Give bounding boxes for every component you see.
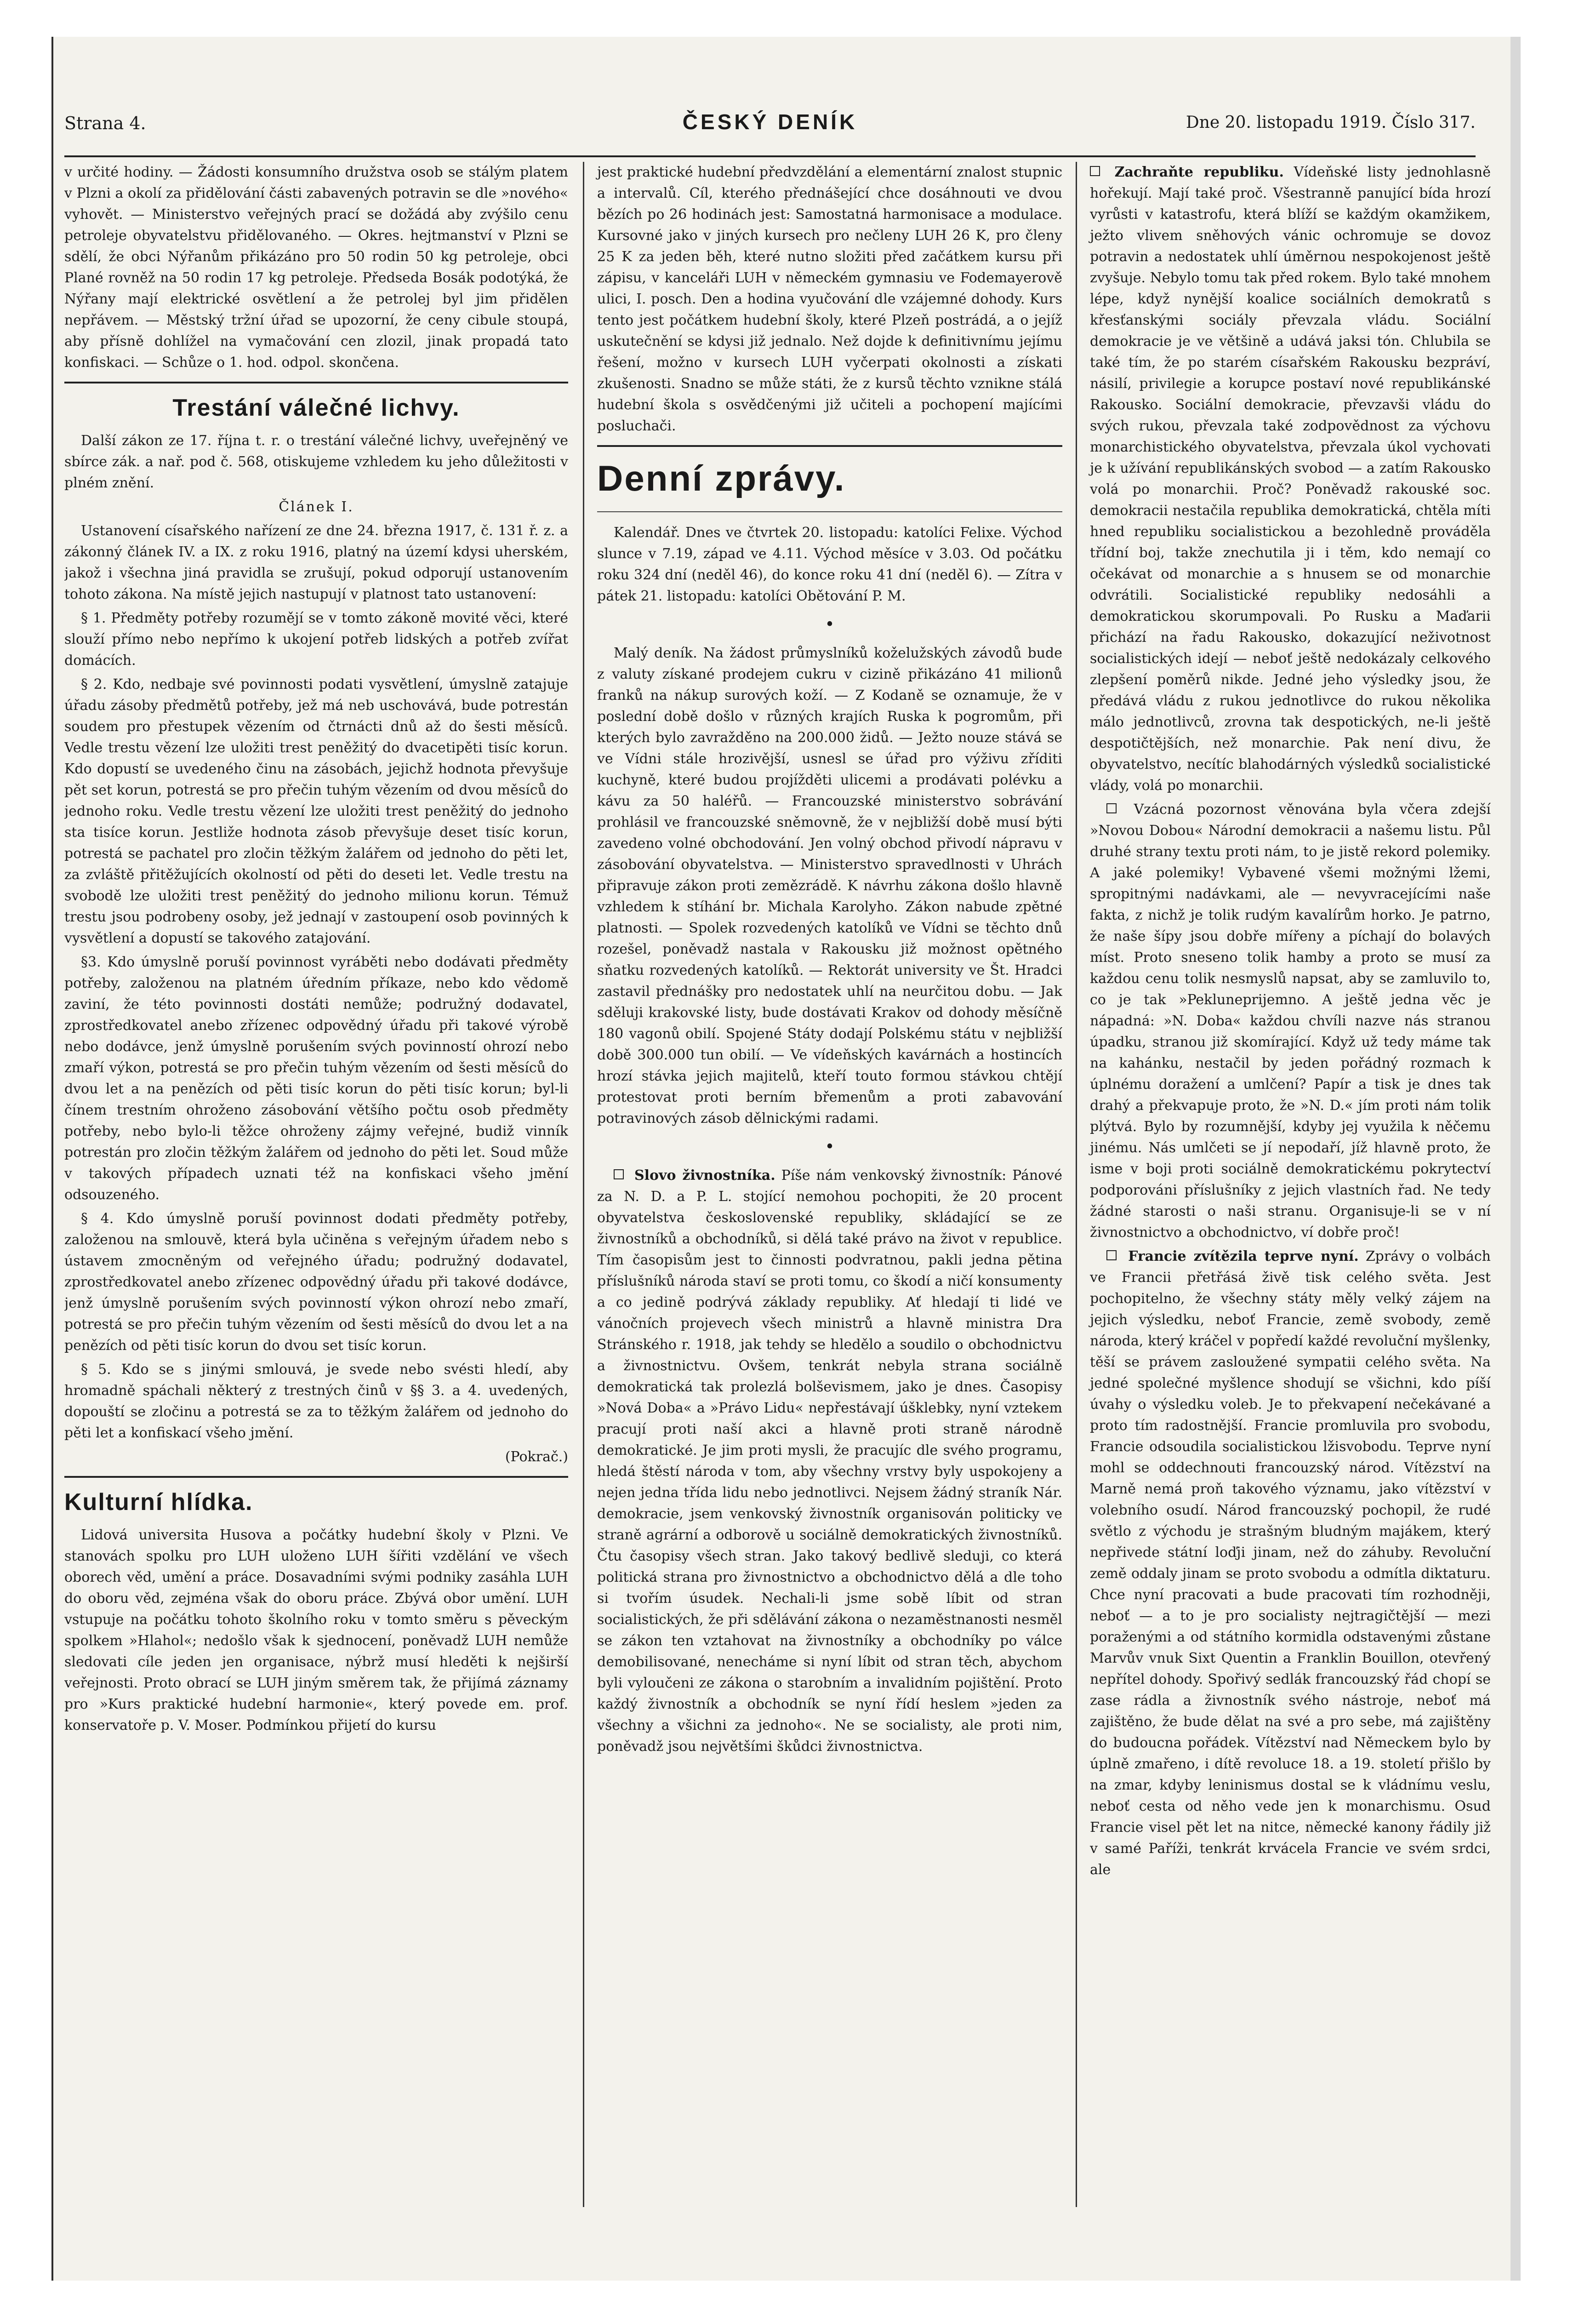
separator-star: • (825, 615, 835, 634)
square-bullet-icon (1090, 166, 1100, 176)
law-section-2: § 2. Kdo, nedbaje své povinnosti podati vysvětlení, úmyslně zatajuje úřadu zásoby předmětů potřeby, jež má neb uschovává, bude potrestán soudem pro přestupek vězením od čtrnácti dnů až do šesti měsíců. Vedle trestu vězení lze uložiti trest peněžitý do dvacetipěti tisíc korun. Kdo dopustí se uvedeného činu na zásobách, jejichž hodnota převyšuje pět set korun, potrestá se pro přečin tuhým vězením od dvou měsíců do jednoho roku. Vedle trestu vězení lze uložiti trest peněžitý do jednoho sta tisíce korun. Jestliže hodnota zásob převyšuje deset tisíc korun, potrestá se pachatel pro zločin těžkým žalářem od jednoho do pěti let, za zvláště přitěžujících okolností od pěti do deseti let. Vedle trestu na svobodě lze uložiti trest peněžitý do jednoho milionu korun. Témuž trestu jsou podrobeny osoby, jež jednají v zastoupení osob povinných k vysvětlení a dopustí se takového zatajování. (64, 676, 568, 946)
france-title: Francie zvítězila teprve nyní. (1128, 1248, 1359, 1264)
law-section-title: Trestání válečné lichvy. (172, 395, 460, 421)
tradesman-article (597, 1165, 1062, 1757)
square-bullet-icon (614, 1169, 624, 1179)
republic-article (1090, 162, 1491, 796)
law-section-3: §3. Kdo úmyslně poruší povinnost vyráběti nebo dodávati předměty potřeby, založenou na platném úředním příkaze, nebo kdo vědomě zaviní, že této povinnosti dostáti nemůže; podružný dodavatel, zprostředkovatel anebo zřízenec odpovědný úřadu při takové výrobě nebo dodávce, jenž úmyslně porušením svých povinností ohrozí nebo zmaří výkon, potrestá se pro přečin tuhým vězením od šesti měsíců do dvou let a na penězích od pěti tisíc korun do pěti tisíc korun; byl-li čínem trestním ohroženo zásobování většího počtu osob předměty potřeby, nebo bylo-li těžce ohroženy zájmy veřejné, budiž vinník potrestán pro zločin těžkým žalářem od jednoho do pěti let. Soud může v takových případech uznati též na konfiskaci všeho jmění odsouzeného. (64, 954, 568, 1203)
small-diary-item: Malý deník. Na žádost průmyslníků koželužských závodů bude z valuty získané prodejem cukru v cizině přikázáno 41 milionů franků na nákup surových koží. — Z Kodaně se oznamuje, že v poslední době došlo v různých krajích Ruska k pogromům, při kterých bylo zavražděno na 200.000 židů. — Ježto nouze stává se ve Vídni stále hrozivější, usnesl se úřad pro výživu zříditi kuchyně, které budou projížděti ulicemi a prodávati polévku a kávu za 50 haléřů. — Francouzské ministerstvo sobrávání prohlásil ve francouzské sněmovně, že v nejbližší době musí býti zavedeno volné obchodování. Jen volný obchod přivodí nápravu v zásobování obyvatelstva. — Ministerstvo spravedlnosti v Uhrách připravuje zákon proti zemězrádě. K návrhu zákona došlo hlavně vzhledem k stíhání br. Michala Karolyho. Zákon nabude zpětné platnosti. — Spolek rozvedených katolíků ve Vídni se těchto dnů rozešel, poněvadž nastala v Rakousku již možnost opětného sňatku rozvedených katolíků. — Rektorát university ve Št. Hradci zastavil přednášky pro nedostatek uhlí na neurčitou dobu. — Jak sděluji krakovské listy, bude dostávati Krakov od dohody měsíčně 180 vagonů obilí. Spojené Státy dodají Polskému státu v nejbližší době 300.000 tun obilí. — Ve vídeňských kavárnách a hostincích hrozí stávka jejich majitelů, kteří touto formou stávkou chtějí protestovat proti berním břemenům a proti zabavování potravinových zásob dělnickými radami. (597, 645, 1062, 1127)
continuation-note: (Pokrač.) (505, 1449, 568, 1465)
page-header (64, 77, 1476, 157)
daily-news-title: Denní zprávy. (597, 458, 846, 498)
law-section-5: § 5. Kdo se s jinými smlouvá, je svede nebo svésti hledí, aby hromadně spáchali některý z trestných činů v §§ 3. a 4. uvedených, dopouští se zločinu a potrestá se za to těžkým žalářem od jednoho do pěti let a konfiskací všeho jmění. (64, 1361, 568, 1441)
republic-text: Vídeňské listy jednohlasně hořekují. Mají také proč. Všestranně panující bída hrozí vyrůsti v katastrofu, která blíží se každým okamžikem, ježto vlivem sněhových vánic ochromuje se dovoz potravin a nedostatek uhlí úměrnou nespokojenost ještě zvyšuje. Nebylo tomu tak před rokem. Bylo také mnohem lépe, když nynější koalice sociálních demokratů s křesťanskými sociály převzala vládu. Sociální demokracie je ve většině a udává jaksi tón. Chlubila se také tím, že po starém císařském Rakousku bezpráví, násilí, privilegie a korupce postaví nové republikánské Rakousko. Sociální demokracie, převzavši vládu do svých rukou, převzala také zodpovědnost za výchovu monarchistického obyvatelstva, převzala úkol vychovati je k užívání republikánských svobod — a zatím Rakousko volá po monarchii. Proč? Poněvadž rakouské soc. demokracii nestačila republika demokratická, chtěla míti hned republiku socialistickou a bezohledně prováděla třídní boj, takže znechutila ji i těm, kdo nemají co očekávat od monarchie a s hnusem se od monarchie odvrátili. Socialistické republiky nedosáhli a demokratickou skorumpovali. Po Rusku a Maďarii přichází na řadu Rakousko, dokazující neživotnost socialistických idejí — neboť ještě nedokázaly celkového zlepšení poměrů nikde. Jedné jeho výsledky jsou, že předává vládu z rukou jednotlivce do rukou několika málo jednotlivců, zrovna tak despotických, ne-li ještě despotičtějších, než monarchie. Pak není divu, že obyvatelstvo, necítíc blahodárných výsledků socialistické vlády, volá po monarchii. (1090, 164, 1491, 794)
france-article (1090, 1246, 1491, 1881)
tradesman-title: Slovo živnostníka. (634, 1167, 775, 1184)
separator-star: • (825, 1138, 835, 1156)
article-heading: Článek I. (279, 499, 354, 515)
divider (597, 445, 1062, 447)
divider (64, 382, 568, 383)
attention-text: Vzácná pozornost věnována byla včera zdejší »Novou Dobou« Národní demokracii a našemu listu. Půl druhé strany textu proti nám, to je jistě rekord polemiky. A jaké polemiky! Vybavené všemi možnými lžemi, spropitnými nadávkami, ale — nevyvracejícími naše fakta, z nichž je tolik rudým kavalírům horko. Je patrno, že naše šípy jsou dobře mířeny a píchají do bolavých míst. Proto sneseno tolik hamby a proto se musí za každou cenu tolik nesmyslů napsat, aby se zamluvilo to, co je tak »Pekluneprijemno. A ještě jedna věc je nápadná: »N. Doba« každou chvíli nazve nás stranou úpadku, stranou již skomírající. Když už tedy máme tak na kahánku, nestačil by jeden pořádný rozmach k úplnému doražení a umlčení? Papír a tisk je dnes tak drahý a překvapuje proto, že »N. D.« jím proti nám tolik plýtvá. Bylo by rozumnější, kdyby jej využila k něčemu jinému. Nás umlčeti se jí nepodaří, jíž hlavně proto, že isme v boji proti sociálně demokratickému pokrytectví podporováni příslušníky z jejich vlastních řad. Ne tedy žádné starosti o naši stranu. Organisuje-li se v ní živnostnictvo a obchodnictvo, ví dobře proč! (1090, 801, 1491, 1241)
meeting-report-end: v určité hodiny. — Žádosti konsumního družstva osob se stálým platem v Plzni a okolí za přidělování části zabavených potravin se dle »nového« vyhovět. — Ministerstvo veřejných prací se dožádá aby zvýšilo cenu petroleje obyvatelstvu přidělovaného. — Okres. hejtmanství v Plzni se sdělí, že obci Nýřanům přikázáno pro 50 rodin 50 kg petroleje, obci Plané rovněž na 50 rodin 17 kg petroleje. Předseda Bosák podotýká, že Nýřany mají elektrické osvětlení a že petrolej byl jim přidělen nepřávem. — Městský tržní úřad se upozorní, že ceny cibule stoupá, aby přísně dohlížel na vymačování cen zlozil, jinak propadá tato konfiskaci. — Schůze o 1. hod. odpol. skončena. (64, 164, 568, 371)
culture-article: Lidová universita Husova a počátky hudební školy v Plzni. Ve stanovách spolku pro LUH uloženo LUH šířiti vzdělání ve všech oborech věd, umění a práce. Dosavadními svými podniky zasáhla LUH do oboru věd, zejména však do oboru práce. Zbývá obor umění. LUH vstupuje na počátku tohoto školního roku v tomto směru s pěveckým spolkem »Hlahol«; nedošlo však k sjednocení, poněvadž LUH nemůže sledovati cíle jeden jen organisace, nýbrž musí hleděti k nejširší veřejnosti. Proto obrací se LUH jiným směrem tak, že přijímá záznamy pro »Kurs praktické hudební harmonie«, který povede em. prof. konservatoře p. V. Moser. Podmínkou přijetí do kursu (64, 1527, 568, 1733)
culture-article-continued: jest praktické hudební předvzdělání a elementární znalost stupnic a intervalů. Cíl, kterého přednášející chce dosáhnouti ve dvou bězích po 26 hodinách jest: Samostatná harmonisace a modulace. Kursovné jako v jiných kursech pro nečleny LUH 26 K, pro členy 25 K za jeden běh, které nutno složiti před začátkem kursu při zápisu, v kanceláři LUH v německém gymnasiu ve Fodemayerově ulici, I. posch. Den a hodina vyučování dle vzájemné dohody. Kurs tento jest počátkem hudební školy, které Plzeň postrádá, a o jejíž uskutečnění se kdysi již jednalo. Než dojde k definitivnímu jejímu řešení, možno v kursech LUH vyčerpati okolnosti a získati zkušenosti. Snadno se může státi, že z kursů těchto vznikne stálá hudební škola s osvědčenými již učiteli a pochopení majícími posluchači. (597, 164, 1062, 434)
law-section-4: § 4. Kdo úmyslně poruší povinnost dodati předměty potřeby, založenou na smlouvě, která byla učiněna s veřejným úřadem nebo s ústavem zmocněným od veřejného úřadu; podružný dodavatel, zprostředkovatel anebo zřízenec odpovědný úřadu při takové dodávce, jenž úmyslně porušením svých povinností výkon ohrozí nebo zmaří, potrestá se pro přečin tuhým vězením od šesti měsíců do dvou let a na penězích od pěti tisíc korun do dvou set tisíc korun. (64, 1211, 568, 1354)
attention-article (1090, 799, 1491, 1243)
square-bullet-icon (1106, 1250, 1117, 1260)
divider (64, 1476, 568, 1478)
square-bullet-icon (1106, 803, 1117, 813)
masthead-title: ČESKÝ DENÍK (682, 110, 858, 134)
column-2 (583, 162, 1062, 2207)
tradesman-text: Píše nám venkovský živnostník: Pánové za N. D. a P. L. stojící nemohou pochopiti, že 20 procent obyvatelstva československé republiky, skládající se ze živnostníků a obchodníků, si dělá také právo na život v republice. Tím časopisům jest to činnosti podvratnou, pakli jedna pětina příslušníků národa staví se proti tomu, co škodí a ničí konsumenty a co jedině podrývá základy republiky. Ať hledají ti lidé ve vánočních projevech všech ministrů a hlavně ministra Dra Stránského r. 1918, jak tehdy se hledělo a soudilo o obchodnictvu a živnostnictvu. Ovšem, tenkrát nebyla strana sociálně demokratická tak prolezlá bolševismem, jako je dnes. Časopisy »Nová Doba« a »Právo Lidu« nepřestávají úšklebky, nyní vztekem pracují proti naší akci a hlavně proti straně národně demokratické. Je jim proti mysli, že pracujíc dle svého programu, hledá štěstí národa v tom, aby všechny vrstvy byly uspokojeny a nejen jedna třída lidu nebo jednotlivci. Nejsem žádný straník Nár. demokracie, jsem venkovský živnostník organisován politicky ve straně agrární a odborově u sociálně demokratických živnostníků. Čtu časopisy všech stran. Jako takový bedlivě sleduji, co která politická strana pro živnostnictvo a obchodnictvo dělá a dle toho si tvořím úsudek. Nechali-li jsme sobě líbit od stran socialistických, že při sdělávání zákona o nezaměstnanosti nesměl se zákon ten vztahovat na živnostníky a obchodníky po válce demobilisované, nenecháme si nyní líbit od stran těch, abychom byli vyloučeni ze zákona o starobním a invalidním pojištění. Proto každý živnostník a obchodník se nyní řídí heslem »jeden za všechny a všichni za jednoho«. Ne se socialisty, ale proti nim, poněvadž jsou největšími škůdci živnostnictva. (597, 1167, 1062, 1755)
france-text: Zprávy o volbách ve Francii přetřásá živě tisk celého světa. Jest pochopitelno, že všechny státy měly velký zájem na jejich výsledku, neboť Francie, země svobody, země národa, který kráčel v popředí každé revoluční myšlenky, těší se právem zasloužené sympatii celého světa. Na jedné společné myšlence shodují se všichni, kdo píší úvahy o výsledku voleb. Je to překvapení nečekávané a proto tím radostnější. Francie promluvila pro svobodu, Francie odsoudila socialistickou lžisvobodu. Teprve nyní mohl se oddechnouti francouzský národ. Vítězství na Marně nemá proň takového významu, jako vítězství v volebního osudí. Národ francouzský pochopil, že rudé světlo z východu je strašným bludným majákem, který nepřivede státní loďji jinam, než do záhuby. Revoluční země oddaly jinam se proto svobodu a odmítla diktaturu. Chce nyní pracovati a bude pracovati tím rozhodněji, neboť — a to je pro socialisty nejtragičtější — mezi poraženými a od státního kormidla odstavenými zůstane Marvův vnuk Sixt Quentin a Franklin Bouillon, otevřený nepřítel dohody. Spořivý sedlák francouzský řád chopí se zase rádla a živnostník svého nástroje, neboť má zajištěno, že bude dělat na své a pro sebe, má zajištěny do budoucna pořádek. Vítězství nad Německem bylo by úplně zmařeno, i dítě revoluce 18. a 19. století přišlo by na zmar, kdyby leninismus dostal se k vládnímu veslu, neboť cesta od něho vede jen k monarchismu. Osud Francie visel pět let na nitce, německé kanony řádily již v samé Paříži, tenkrát krvácela Francie ve svém srdci, ale (1090, 1248, 1491, 1878)
law-intro: Další zákon ze 17. října t. r. o trestání válečné lichvy, uveřejněný ve sbírce zák. a nař. pod č. 568, otiskujeme vzhledem ku jeho důležitosti v plném znění. (64, 433, 568, 491)
page-number: Strana 4. (64, 113, 146, 133)
republic-title: Zachraňte republiku. (1114, 164, 1284, 180)
column-3 (1076, 162, 1491, 2207)
divider (597, 511, 1062, 512)
issue-date: Dne 20. listopadu 1919. Číslo 317. (1186, 113, 1476, 132)
law-paragraph: Ustanovení císařského nařízení ze dne 24. března 1917, č. 131 ř. z. a zákonný článek IV. a IX. z roku 1916, platný na území kdysi uherském, jakož i všechna jiná pravidla se zrušují, pokud odporují ustanovením tohoto zákona. Na místě jejich nastupují v platnost tato ustanovení: (64, 523, 568, 602)
culture-section-title: Kulturní hlídka. (64, 1489, 253, 1516)
calendar-item: Kalendář. Dnes ve čtvrtek 20. listopadu: katolíci Felixe. Východ slunce v 7.19, západ ve 4.11. Východ měsíce v 3.03. Od počátku roku 324 dní (neděl 46), do konce roku 41 dní (neděl 6). — Zítra v pátek 21. listopadu: katolíci Obětování P. M. (597, 525, 1062, 604)
law-section-1: § 1. Předměty potřeby rozumějí se v tomto zákoně movité věci, které slouží přímo nebo nepřímo k ukojení potřeb lidských a potřeb zvířat domácích. (64, 610, 568, 669)
column-1 (64, 162, 568, 2207)
